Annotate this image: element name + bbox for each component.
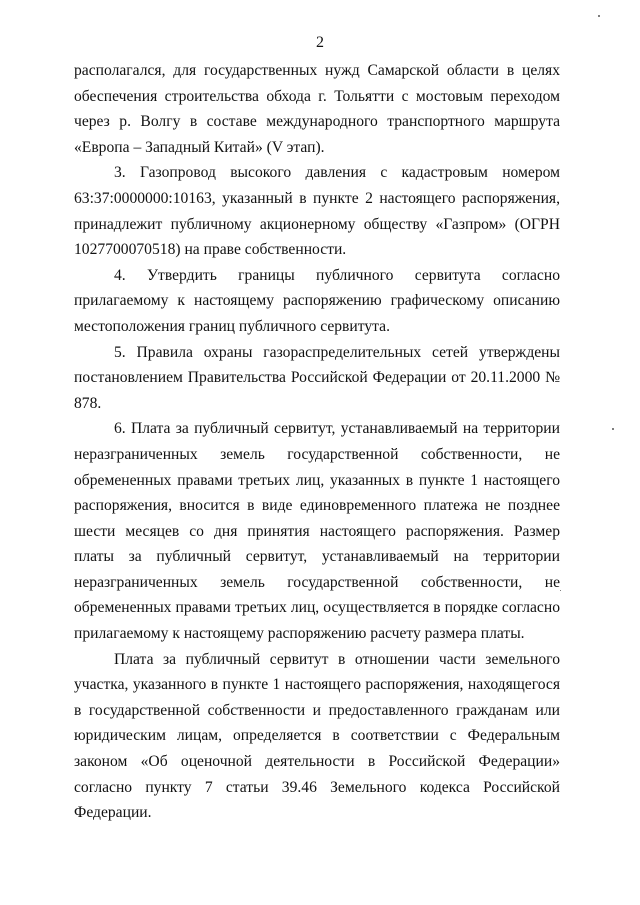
paragraph-item-3: 3. Газопровод высокого давления с кадастровым номером 63:37:0000000:10163, указанный в пункте 2 настоящего распоряжения, принадлежит публичному акционерному обществу «Газпром» (ОГРН 1027700070518) на праве собственности. (74, 164, 560, 259)
paragraph-item-6: 6. Плата за публичный сервитут, устанавливаемый на территории неразграниченных земель государственной собственности, не обремененных правами третьих лиц, указанных в пункте 1 настоящего распоряжения, вносится в виде единовременного платежа не позднее шести месяцев со дня принятия настоящего распоряжения. Размер платы за публичный сервитут, устанавливаемый на территории неразграниченных земель государственной собственности, не обремененных правами третьих лиц, осуществляется в порядке согласно прилагаемому к настоящему распоряжению расчету размера платы. (74, 420, 560, 643)
scan-speck (560, 590, 561, 591)
paragraph-item-4: 4. Утвердить границы публичного сервитута согласно прилагаемому к настоящему распоряжению графическому описанию местоположения границ публичного сервитута. (74, 266, 560, 335)
paragraph-item-5: 5. Правила охраны газораспределительных сетей утверждены постановлением Правительства Российской Федерации от 20.11.2000 № 878. (74, 343, 560, 412)
document-body (74, 58, 560, 826)
scan-speck (612, 428, 614, 430)
scan-speck (598, 15, 600, 17)
paragraph-fee-valuation: Плата за публичный сервитут в отношении части земельного участка, указанного в пункте 1 настоящего распоряжения, находящегося в государственной собственности и предоставленного гражданам или юридическим лицам, определяется в соответствии с Федеральным законом «Об оценочной деятельности в Российской Федерации» согласно пункту 7 статьи 39.46 Земельного кодекса Российской Федерации. (74, 650, 560, 822)
page-number: 2 (316, 34, 324, 51)
paragraph-continuation: располагался, для государственных нужд Самарской области в целях обеспечения строительства обхода г. Тольятти с мостовым переходом через р. Волгу в составе международного транспортного маршрута «Европа – Западный Китай» (V этап). (74, 62, 560, 156)
